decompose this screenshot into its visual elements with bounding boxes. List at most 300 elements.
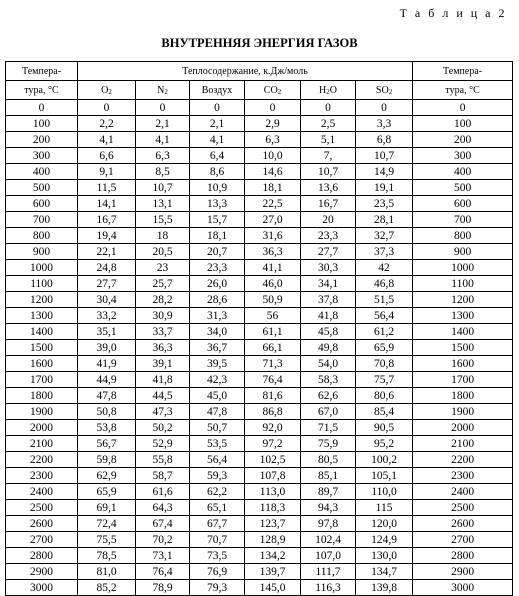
temperature-left-cell: 2900 [6,564,78,580]
heat-content-group-header: Теплосодержание, к.Дж/моль [78,62,413,81]
heat-content-cell: 111,7 [301,564,356,580]
heat-content-cell: 139,8 [356,580,413,596]
heat-content-cell: 31,6 [245,228,301,244]
temperature-left-cell: 2700 [6,532,78,548]
temperature-right-cell: 2600 [413,516,513,532]
gas-formula-base: O [101,84,109,96]
heat-content-cell: 47,8 [190,404,245,420]
gas-column-header [301,81,356,100]
heat-content-cell: 8,6 [190,164,245,180]
table-row [6,260,513,276]
temperature-right-cell: 300 [413,148,513,164]
heat-content-cell: 19,4 [78,228,136,244]
heat-content-cell: 2,2 [78,116,136,132]
heat-content-cell: 6,6 [78,148,136,164]
table-row [6,324,513,340]
heat-content-cell: 26,0 [190,276,245,292]
temperature-right-cell: 2300 [413,468,513,484]
temperature-right-cell: 0 [413,100,513,116]
heat-content-cell: 71,3 [245,356,301,372]
heat-content-cell: 0 [190,100,245,116]
temperature-right-header-line1: Темпера- [413,62,513,81]
heat-content-cell: 67,4 [136,516,190,532]
temperature-left-cell: 2800 [6,548,78,564]
heat-content-cell: 4,1 [136,132,190,148]
heat-content-cell: 5,1 [301,132,356,148]
heat-content-cell: 34,1 [301,276,356,292]
heat-content-cell: 4,1 [78,132,136,148]
heat-content-cell: 107,0 [301,548,356,564]
gas-formula-base: N [157,84,165,96]
temperature-right-cell: 2500 [413,500,513,516]
heat-content-cell: 36,3 [245,244,301,260]
heat-content-cell: 24,8 [78,260,136,276]
heat-content-cell: 71,5 [301,420,356,436]
table-row [6,100,513,116]
heat-content-cell: 67,7 [190,516,245,532]
heat-content-cell: 10,7 [356,148,413,164]
heat-content-cell: 73,1 [136,548,190,564]
heat-content-cell: 62,9 [78,468,136,484]
heat-content-cell: 139,7 [245,564,301,580]
gas-formula-base: Воздух [201,84,233,96]
heat-content-cell: 6,8 [356,132,413,148]
heat-content-cell: 102,5 [245,452,301,468]
table-body [6,100,513,596]
temperature-left-cell: 1500 [6,340,78,356]
temperature-left-cell: 2200 [6,452,78,468]
table-row [6,500,513,516]
temperature-left-cell: 1200 [6,292,78,308]
temperature-left-cell: 2500 [6,500,78,516]
table-row [6,516,513,532]
heat-content-cell: 33,2 [78,308,136,324]
heat-content-cell: 86,8 [245,404,301,420]
heat-content-cell: 59,3 [190,468,245,484]
heat-content-cell: 3,3 [356,116,413,132]
heat-content-cell: 116,3 [301,580,356,596]
heat-content-cell: 10,0 [245,148,301,164]
heat-content-cell: 51,5 [356,292,413,308]
heat-content-cell: 81,0 [78,564,136,580]
temperature-right-cell: 100 [413,116,513,132]
heat-content-cell: 95,2 [356,436,413,452]
heat-content-cell: 36,7 [190,340,245,356]
temperature-right-cell: 2000 [413,420,513,436]
heat-content-cell: 41,1 [245,260,301,276]
heat-content-cell: 66,1 [245,340,301,356]
temperature-left-cell: 600 [6,196,78,212]
heat-content-cell: 36,3 [136,340,190,356]
heat-content-cell: 79,3 [190,580,245,596]
heat-content-cell: 58,3 [301,372,356,388]
temperature-left-cell: 0 [6,100,78,116]
heat-content-cell: 65,1 [190,500,245,516]
table-row [6,212,513,228]
heat-content-cell: 23,3 [301,228,356,244]
temperature-left-cell: 1800 [6,388,78,404]
heat-content-cell: 92,0 [245,420,301,436]
heat-content-cell: 65,9 [356,340,413,356]
heat-content-cell: 37,8 [301,292,356,308]
gas-formula-base: SO [375,84,389,96]
heat-content-cell: 76,9 [190,564,245,580]
heat-content-cell: 44,5 [136,388,190,404]
table-row [6,404,513,420]
heat-content-cell: 85,4 [356,404,413,420]
table-row [6,372,513,388]
heat-content-cell: 27,0 [245,212,301,228]
heat-content-cell: 15,7 [190,212,245,228]
temperature-right-cell: 900 [413,244,513,260]
gas-formula-base: H [319,84,327,96]
heat-content-cell: 134,7 [356,564,413,580]
heat-content-cell: 53,8 [78,420,136,436]
temperature-left-cell: 2600 [6,516,78,532]
temperature-right-cell: 1600 [413,356,513,372]
heat-content-cell: 120,0 [356,516,413,532]
heat-content-cell: 6,3 [136,148,190,164]
heat-content-cell: 72,4 [78,516,136,532]
heat-content-cell: 4,1 [190,132,245,148]
heat-content-cell: 59,8 [78,452,136,468]
heat-content-cell: 2,1 [136,116,190,132]
heat-content-cell: 45,8 [301,324,356,340]
heat-content-cell: 56,7 [78,436,136,452]
heat-content-cell: 20,7 [190,244,245,260]
temperature-right-cell: 200 [413,132,513,148]
temperature-left-cell: 800 [6,228,78,244]
temperature-right-cell: 2200 [413,452,513,468]
temperature-right-cell: 1500 [413,340,513,356]
temperature-right-header-line2: тура, °С [413,81,513,100]
heat-content-cell: 53,5 [190,436,245,452]
heat-content-cell: 56,4 [190,452,245,468]
temperature-left-cell: 1600 [6,356,78,372]
heat-content-cell: 9,1 [78,164,136,180]
heat-content-cell: 50,8 [78,404,136,420]
heat-content-cell: 67,0 [301,404,356,420]
table-row [6,276,513,292]
temperature-left-cell: 700 [6,212,78,228]
table-row [6,564,513,580]
heat-content-cell: 61,1 [245,324,301,340]
heat-content-cell: 33,7 [136,324,190,340]
heat-content-cell: 8,5 [136,164,190,180]
heat-content-cell: 61,2 [356,324,413,340]
table-row [6,356,513,372]
heat-content-cell: 70,2 [136,532,190,548]
heat-content-cell: 44,9 [78,372,136,388]
heat-content-cell: 7, [301,148,356,164]
heat-content-cell: 49,8 [301,340,356,356]
gas-formula-subscript: 2 [164,87,168,96]
heat-content-cell: 18,1 [190,228,245,244]
temperature-right-cell: 2100 [413,436,513,452]
heat-content-cell: 73,5 [190,548,245,564]
heat-content-cell: 46,8 [356,276,413,292]
heat-content-cell: 14,6 [245,164,301,180]
heat-content-cell: 69,1 [78,500,136,516]
temperature-right-cell: 2700 [413,532,513,548]
heat-content-cell: 42 [356,260,413,276]
heat-content-cell: 37,3 [356,244,413,260]
heat-content-cell: 113,0 [245,484,301,500]
internal-energy-table [5,61,513,596]
heat-content-cell: 64,3 [136,500,190,516]
temperature-left-header-line1: Темпера- [6,62,78,81]
heat-content-cell: 15,5 [136,212,190,228]
table-row [6,580,513,596]
temperature-left-header-line2: тура, °С [6,81,78,100]
heat-content-cell: 55,8 [136,452,190,468]
temperature-left-cell: 100 [6,116,78,132]
temperature-left-cell: 3000 [6,580,78,596]
heat-content-cell: 6,4 [190,148,245,164]
heat-content-cell: 27,7 [301,244,356,260]
heat-content-cell: 0 [245,100,301,116]
heat-content-cell: 30,9 [136,308,190,324]
heat-content-cell: 56,4 [356,308,413,324]
temperature-left-cell: 500 [6,180,78,196]
temperature-right-cell: 2800 [413,548,513,564]
heat-content-cell: 0 [301,100,356,116]
table-row [6,180,513,196]
heat-content-cell: 94,3 [301,500,356,516]
table-row [6,452,513,468]
heat-content-cell: 134,2 [245,548,301,564]
temperature-right-cell: 2900 [413,564,513,580]
temperature-right-cell: 500 [413,180,513,196]
heat-content-cell: 115 [356,500,413,516]
heat-content-cell: 41,9 [78,356,136,372]
heat-content-cell: 58,7 [136,468,190,484]
table-row [6,484,513,500]
heat-content-cell: 16,7 [301,196,356,212]
heat-content-cell: 23,5 [356,196,413,212]
table-row [6,308,513,324]
heat-content-cell: 85,2 [78,580,136,596]
heat-content-cell: 10,7 [301,164,356,180]
temperature-right-cell: 1300 [413,308,513,324]
gas-formula-subscript: 2 [108,87,112,96]
heat-content-cell: 145,0 [245,580,301,596]
heat-content-cell: 80,6 [356,388,413,404]
heat-content-cell: 102,4 [301,532,356,548]
heat-content-cell: 54,0 [301,356,356,372]
heat-content-cell: 124,9 [356,532,413,548]
temperature-right-cell: 1400 [413,324,513,340]
heat-content-cell: 22,1 [78,244,136,260]
table-row [6,132,513,148]
heat-content-cell: 22,5 [245,196,301,212]
heat-content-cell: 20 [301,212,356,228]
table-row [6,164,513,180]
heat-content-cell: 47,8 [78,388,136,404]
temperature-left-cell: 400 [6,164,78,180]
heat-content-cell: 35,1 [78,324,136,340]
temperature-left-cell: 1000 [6,260,78,276]
heat-content-cell: 0 [356,100,413,116]
heat-content-cell: 30,4 [78,292,136,308]
heat-content-cell: 18,1 [245,180,301,196]
gas-formula-tail: O [329,84,337,96]
heat-content-cell: 2,9 [245,116,301,132]
temperature-left-cell: 300 [6,148,78,164]
temperature-right-cell: 1200 [413,292,513,308]
heat-content-cell: 42,3 [190,372,245,388]
gas-formula-base: CO [263,84,278,96]
heat-content-cell: 110,0 [356,484,413,500]
temperature-left-cell: 1400 [6,324,78,340]
heat-content-cell: 16,7 [78,212,136,228]
table-row [6,532,513,548]
heat-content-cell: 39,0 [78,340,136,356]
heat-content-cell: 0 [136,100,190,116]
gas-formula-subscript: 2 [388,87,393,96]
heat-content-cell: 39,1 [136,356,190,372]
table-row [6,548,513,564]
heat-content-cell: 75,5 [78,532,136,548]
heat-content-cell: 6,3 [245,132,301,148]
gas-formula-subscript: 2 [277,87,282,96]
heat-content-cell: 65,9 [78,484,136,500]
temperature-left-cell: 2400 [6,484,78,500]
heat-content-cell: 90,5 [356,420,413,436]
heat-content-cell: 78,9 [136,580,190,596]
temperature-right-cell: 1900 [413,404,513,420]
temperature-right-cell: 1100 [413,276,513,292]
heat-content-cell: 97,8 [301,516,356,532]
gas-column-header [190,81,245,100]
heat-content-cell: 11,5 [78,180,136,196]
heat-content-cell: 28,1 [356,212,413,228]
heat-content-cell: 14,1 [78,196,136,212]
table-row [6,116,513,132]
heat-content-cell: 62,6 [301,388,356,404]
temperature-left-cell: 1700 [6,372,78,388]
temperature-right-cell: 700 [413,212,513,228]
heat-content-cell: 10,9 [190,180,245,196]
heat-content-cell: 13,6 [301,180,356,196]
table-row [6,148,513,164]
temperature-left-cell: 1300 [6,308,78,324]
heat-content-cell: 41,8 [136,372,190,388]
heat-content-cell: 28,6 [190,292,245,308]
temperature-left-cell: 2100 [6,436,78,452]
heat-content-cell: 76,4 [136,564,190,580]
table-row [6,468,513,484]
temperature-right-cell: 800 [413,228,513,244]
heat-content-cell: 39,5 [190,356,245,372]
temperature-right-cell: 1700 [413,372,513,388]
temperature-right-cell: 2400 [413,484,513,500]
temperature-left-cell: 2000 [6,420,78,436]
heat-content-cell: 20,5 [136,244,190,260]
heat-content-cell: 128,9 [245,532,301,548]
heat-content-cell: 56 [245,308,301,324]
table-row [6,196,513,212]
heat-content-cell: 2,1 [190,116,245,132]
temperature-right-cell: 400 [413,164,513,180]
heat-content-cell: 89,7 [301,484,356,500]
heat-content-cell: 97,2 [245,436,301,452]
table-row [6,436,513,452]
table-row [6,292,513,308]
table-caption: Т а б л и ц а 2 [399,6,507,20]
heat-content-cell: 50,9 [245,292,301,308]
table-row [6,244,513,260]
heat-content-cell: 41,8 [301,308,356,324]
heat-content-cell: 2,5 [301,116,356,132]
temperature-left-cell: 1100 [6,276,78,292]
heat-content-cell: 75,7 [356,372,413,388]
heat-content-cell: 61,6 [136,484,190,500]
heat-content-cell: 50,2 [136,420,190,436]
heat-content-cell: 105,1 [356,468,413,484]
heat-content-cell: 10,7 [136,180,190,196]
heat-content-cell: 45,0 [190,388,245,404]
heat-content-cell: 81,6 [245,388,301,404]
gas-column-header [136,81,190,100]
heat-content-cell: 13,1 [136,196,190,212]
heat-content-cell: 18 [136,228,190,244]
heat-content-cell: 0 [78,100,136,116]
heat-content-cell: 85,1 [301,468,356,484]
heat-content-cell: 75,9 [301,436,356,452]
temperature-right-cell: 3000 [413,580,513,596]
heat-content-cell: 78,5 [78,548,136,564]
heat-content-cell: 23 [136,260,190,276]
table-row [6,388,513,404]
heat-content-cell: 100,2 [356,452,413,468]
gas-formula-subscript: 2 [326,87,330,96]
heat-content-cell: 62,2 [190,484,245,500]
heat-content-cell: 46,0 [245,276,301,292]
temperature-left-cell: 1900 [6,404,78,420]
temperature-left-cell: 2300 [6,468,78,484]
heat-content-cell: 34,0 [190,324,245,340]
heat-content-cell: 47,3 [136,404,190,420]
table-row [6,228,513,244]
heat-content-cell: 123,7 [245,516,301,532]
heat-content-cell: 52,9 [136,436,190,452]
temperature-left-cell: 200 [6,132,78,148]
temperature-right-cell: 600 [413,196,513,212]
heat-content-cell: 50,7 [190,420,245,436]
gas-column-header [245,81,301,100]
heat-content-cell: 23,3 [190,260,245,276]
heat-content-cell: 31,3 [190,308,245,324]
heat-content-cell: 118,3 [245,500,301,516]
temperature-right-cell: 1000 [413,260,513,276]
heat-content-cell: 30,3 [301,260,356,276]
heat-content-cell: 70,7 [190,532,245,548]
heat-content-cell: 13,3 [190,196,245,212]
heat-content-cell: 27,7 [78,276,136,292]
heat-content-cell: 25,7 [136,276,190,292]
table-row [6,420,513,436]
heat-content-cell: 70,8 [356,356,413,372]
heat-content-cell: 76,4 [245,372,301,388]
heat-content-cell: 80,5 [301,452,356,468]
heat-content-cell: 19,1 [356,180,413,196]
heat-content-cell: 107,8 [245,468,301,484]
table-row [6,340,513,356]
heat-content-cell: 130,0 [356,548,413,564]
heat-content-cell: 14,9 [356,164,413,180]
gas-column-header [78,81,136,100]
